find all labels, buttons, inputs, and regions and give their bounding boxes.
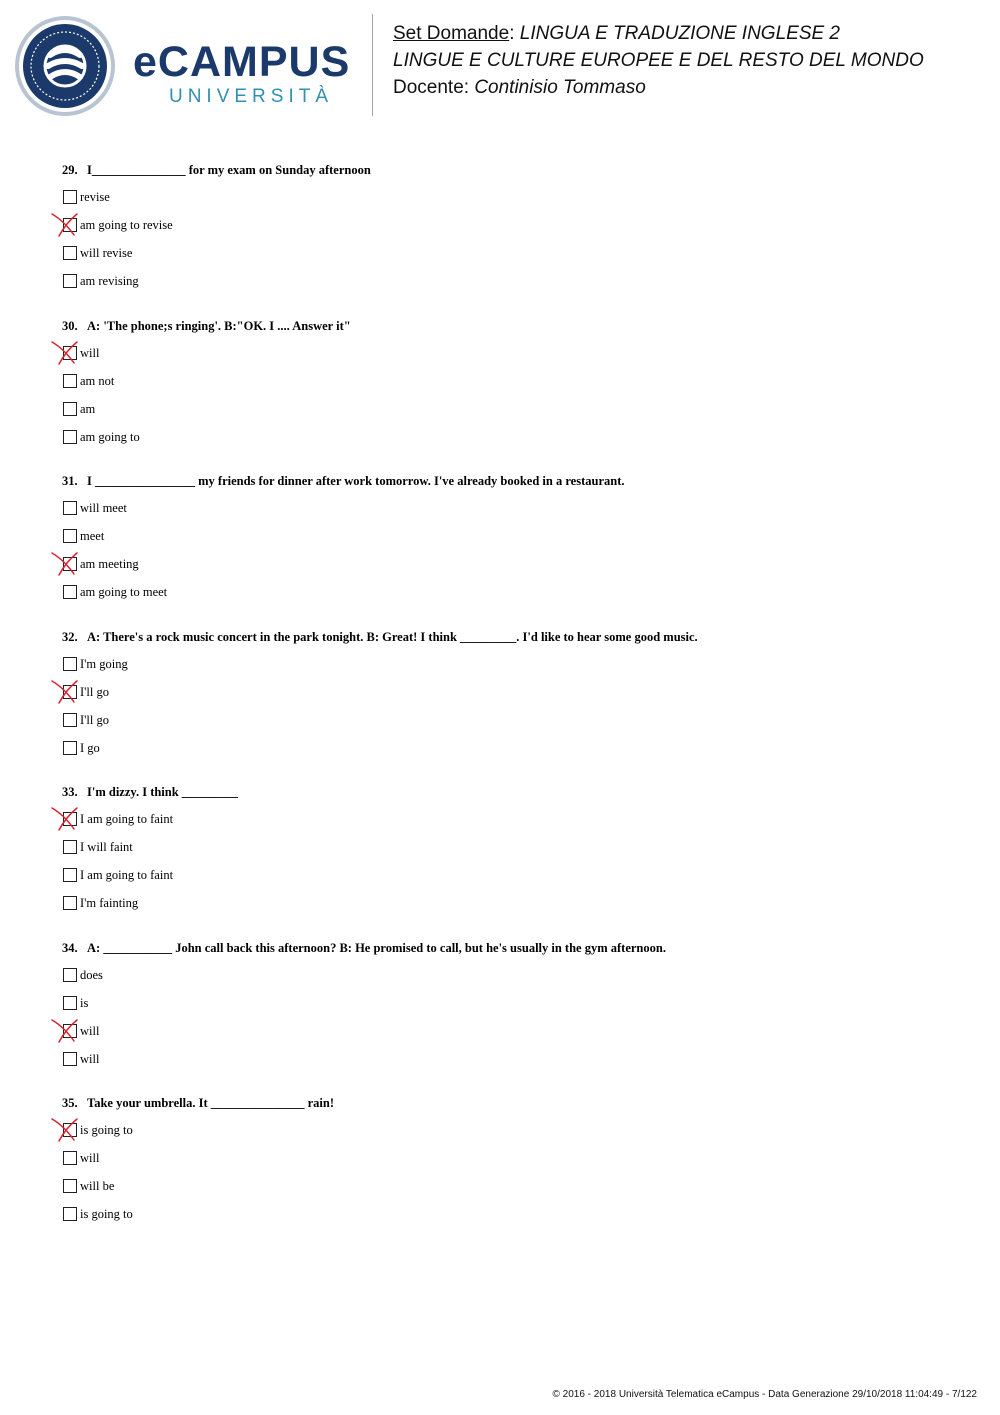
answer-label: I am going to faint bbox=[80, 868, 174, 882]
answer-label: will revise bbox=[80, 246, 133, 260]
answer-label: is going to bbox=[80, 1207, 133, 1221]
answer-checkbox[interactable] bbox=[63, 1207, 77, 1221]
answer-label: I will faint bbox=[80, 840, 133, 854]
answer-label: am going to revise bbox=[80, 218, 173, 232]
question-title bbox=[62, 629, 962, 646]
answer-label: am going to bbox=[80, 429, 140, 444]
brand-subtitle: UNIVERSITÀ bbox=[168, 86, 334, 107]
question-number: 30. bbox=[62, 318, 78, 333]
answer-checkbox[interactable] bbox=[63, 274, 77, 288]
question-list bbox=[62, 162, 962, 1251]
question-text: I ________________ my friends for dinner after work tomorrow. I've already booked in a restaurant. bbox=[87, 474, 625, 488]
page-header bbox=[0, 0, 1000, 130]
answer-option[interactable] bbox=[62, 522, 962, 550]
answer-option[interactable] bbox=[62, 211, 962, 239]
answer-checkbox[interactable] bbox=[63, 374, 77, 388]
question-number: 35. bbox=[62, 1096, 78, 1110]
question-title bbox=[62, 1095, 962, 1112]
header-info bbox=[393, 20, 924, 101]
answer-checkbox[interactable] bbox=[63, 657, 77, 671]
answer-label: will meet bbox=[80, 501, 127, 515]
question-text: A: There's a rock music concert in the park tonight. B: Great! I think _________. I'd like to hear some good music. bbox=[87, 629, 698, 644]
answer-label: am bbox=[80, 401, 96, 416]
answer-checkbox[interactable] bbox=[63, 529, 77, 543]
answer-label: will be bbox=[80, 1179, 115, 1193]
answer-option[interactable] bbox=[62, 833, 962, 861]
answer-checkbox[interactable] bbox=[63, 996, 77, 1010]
answer-label: will bbox=[80, 1151, 100, 1165]
checkmark-x-icon bbox=[50, 1015, 80, 1045]
set-separator: : bbox=[509, 23, 520, 44]
set-label: Set Domande bbox=[393, 23, 510, 44]
answer-checkbox[interactable] bbox=[63, 868, 77, 882]
answer-label: does bbox=[80, 967, 103, 982]
question bbox=[62, 784, 962, 917]
answer-option[interactable] bbox=[62, 1200, 962, 1228]
question bbox=[62, 1095, 962, 1228]
question-title bbox=[62, 784, 962, 801]
ecampus-wordmark bbox=[133, 40, 355, 108]
answer-option[interactable] bbox=[62, 423, 962, 451]
question bbox=[62, 318, 962, 451]
answer-checkbox[interactable] bbox=[63, 246, 77, 260]
answer-option[interactable] bbox=[62, 989, 962, 1017]
answer-checkbox[interactable] bbox=[63, 1052, 77, 1066]
answer-label: I'll go bbox=[80, 684, 109, 699]
question-number: 31. bbox=[62, 474, 78, 488]
answer-option[interactable] bbox=[62, 339, 962, 367]
question-number: 33. bbox=[62, 785, 78, 799]
teacher-label: Docente: bbox=[393, 77, 475, 98]
answer-label: I go bbox=[80, 740, 100, 755]
answer-label: am meeting bbox=[80, 557, 139, 571]
answer-option[interactable] bbox=[62, 395, 962, 423]
answer-label: I'm fainting bbox=[80, 896, 139, 910]
header-divider bbox=[372, 14, 373, 116]
answer-checkbox[interactable] bbox=[63, 501, 77, 515]
university-seal-logo bbox=[14, 15, 116, 117]
question-text: I'm dizzy. I think _________ bbox=[87, 785, 239, 799]
course-title: LINGUA E TRADUZIONE INGLESE 2 bbox=[519, 23, 841, 44]
answer-checkbox[interactable] bbox=[63, 896, 77, 910]
answer-option[interactable] bbox=[62, 578, 962, 606]
answer-label: I'm going bbox=[80, 656, 128, 671]
answer-option[interactable] bbox=[62, 267, 962, 295]
answer-label: is going to bbox=[80, 1123, 133, 1137]
question-title bbox=[62, 940, 962, 957]
answer-label: will bbox=[80, 1023, 100, 1038]
checkmark-x-icon bbox=[50, 548, 80, 578]
answer-label: am going to meet bbox=[80, 585, 168, 599]
answer-checkbox[interactable] bbox=[63, 430, 77, 444]
answer-option[interactable] bbox=[62, 1172, 962, 1200]
answer-checkbox[interactable] bbox=[63, 402, 77, 416]
question-title bbox=[62, 473, 962, 490]
teacher-name: Continisio Tommaso bbox=[474, 77, 646, 98]
answer-option[interactable] bbox=[62, 861, 962, 889]
checkmark-x-icon bbox=[50, 337, 80, 367]
answer-label: will bbox=[80, 1051, 100, 1066]
answer-option[interactable] bbox=[62, 239, 962, 267]
question bbox=[62, 473, 962, 606]
answer-checkbox[interactable] bbox=[63, 1151, 77, 1165]
question bbox=[62, 940, 962, 1073]
answer-label: is bbox=[80, 995, 89, 1010]
question bbox=[62, 162, 962, 295]
answer-label: I'll go bbox=[80, 712, 109, 727]
answer-option[interactable] bbox=[62, 1144, 962, 1172]
checkmark-x-icon bbox=[50, 1114, 80, 1144]
answer-option[interactable] bbox=[62, 1017, 962, 1045]
brand-name: eCAMPUS bbox=[133, 38, 351, 86]
answer-checkbox[interactable] bbox=[63, 840, 77, 854]
checkmark-x-icon bbox=[50, 803, 80, 833]
answer-option[interactable] bbox=[62, 706, 962, 734]
answer-checkbox[interactable] bbox=[63, 741, 77, 755]
answer-option[interactable] bbox=[62, 367, 962, 395]
teacher-line bbox=[393, 74, 924, 101]
answer-checkbox[interactable] bbox=[63, 585, 77, 599]
question-number: 29. bbox=[62, 163, 78, 177]
answer-label: am not bbox=[80, 373, 115, 388]
question-number: 34. bbox=[62, 940, 78, 955]
answer-label: will bbox=[80, 345, 100, 360]
answer-option[interactable] bbox=[62, 889, 962, 917]
question-text: Take your umbrella. It _______________ rain! bbox=[87, 1096, 335, 1110]
answer-option[interactable] bbox=[62, 1045, 962, 1073]
page-footer: © 2016 - 2018 Università Telematica eCampus - Data Generazione 29/10/2018 11:04:49 - 7/122 bbox=[552, 1389, 977, 1400]
degree-title: LINGUE E CULTURE EUROPEE E DEL RESTO DEL MONDO bbox=[393, 50, 924, 71]
answer-checkbox[interactable] bbox=[63, 1179, 77, 1193]
answer-checkbox[interactable] bbox=[63, 190, 77, 204]
answer-checkbox[interactable] bbox=[63, 968, 77, 982]
answer-option[interactable] bbox=[62, 494, 962, 522]
course-line bbox=[393, 20, 924, 47]
question-title bbox=[62, 162, 962, 179]
answer-option[interactable] bbox=[62, 183, 962, 211]
answer-label: I am going to faint bbox=[80, 812, 174, 826]
answer-option[interactable] bbox=[62, 550, 962, 578]
question-text: A: ___________ John call back this afternoon? B: He promised to call, but he's usually in the gym afternoon. bbox=[87, 940, 666, 955]
answer-option[interactable] bbox=[62, 1116, 962, 1144]
question-text: A: 'The phone;s ringing'. B:"OK. I .... Answer it" bbox=[87, 318, 351, 333]
question bbox=[62, 629, 962, 762]
answer-label: am revising bbox=[80, 274, 139, 288]
answer-label: meet bbox=[80, 529, 105, 543]
answer-option[interactable] bbox=[62, 961, 962, 989]
answer-option[interactable] bbox=[62, 734, 962, 762]
answer-label: revise bbox=[80, 190, 110, 204]
answer-option[interactable] bbox=[62, 805, 962, 833]
question-number: 32. bbox=[62, 629, 78, 644]
checkmark-x-icon bbox=[50, 209, 80, 239]
answer-checkbox[interactable] bbox=[63, 713, 77, 727]
answer-option[interactable] bbox=[62, 678, 962, 706]
question-text: I_______________ for my exam on Sunday afternoon bbox=[87, 163, 371, 177]
checkmark-x-icon bbox=[50, 676, 80, 706]
answer-option[interactable] bbox=[62, 650, 962, 678]
question-title bbox=[62, 318, 962, 335]
